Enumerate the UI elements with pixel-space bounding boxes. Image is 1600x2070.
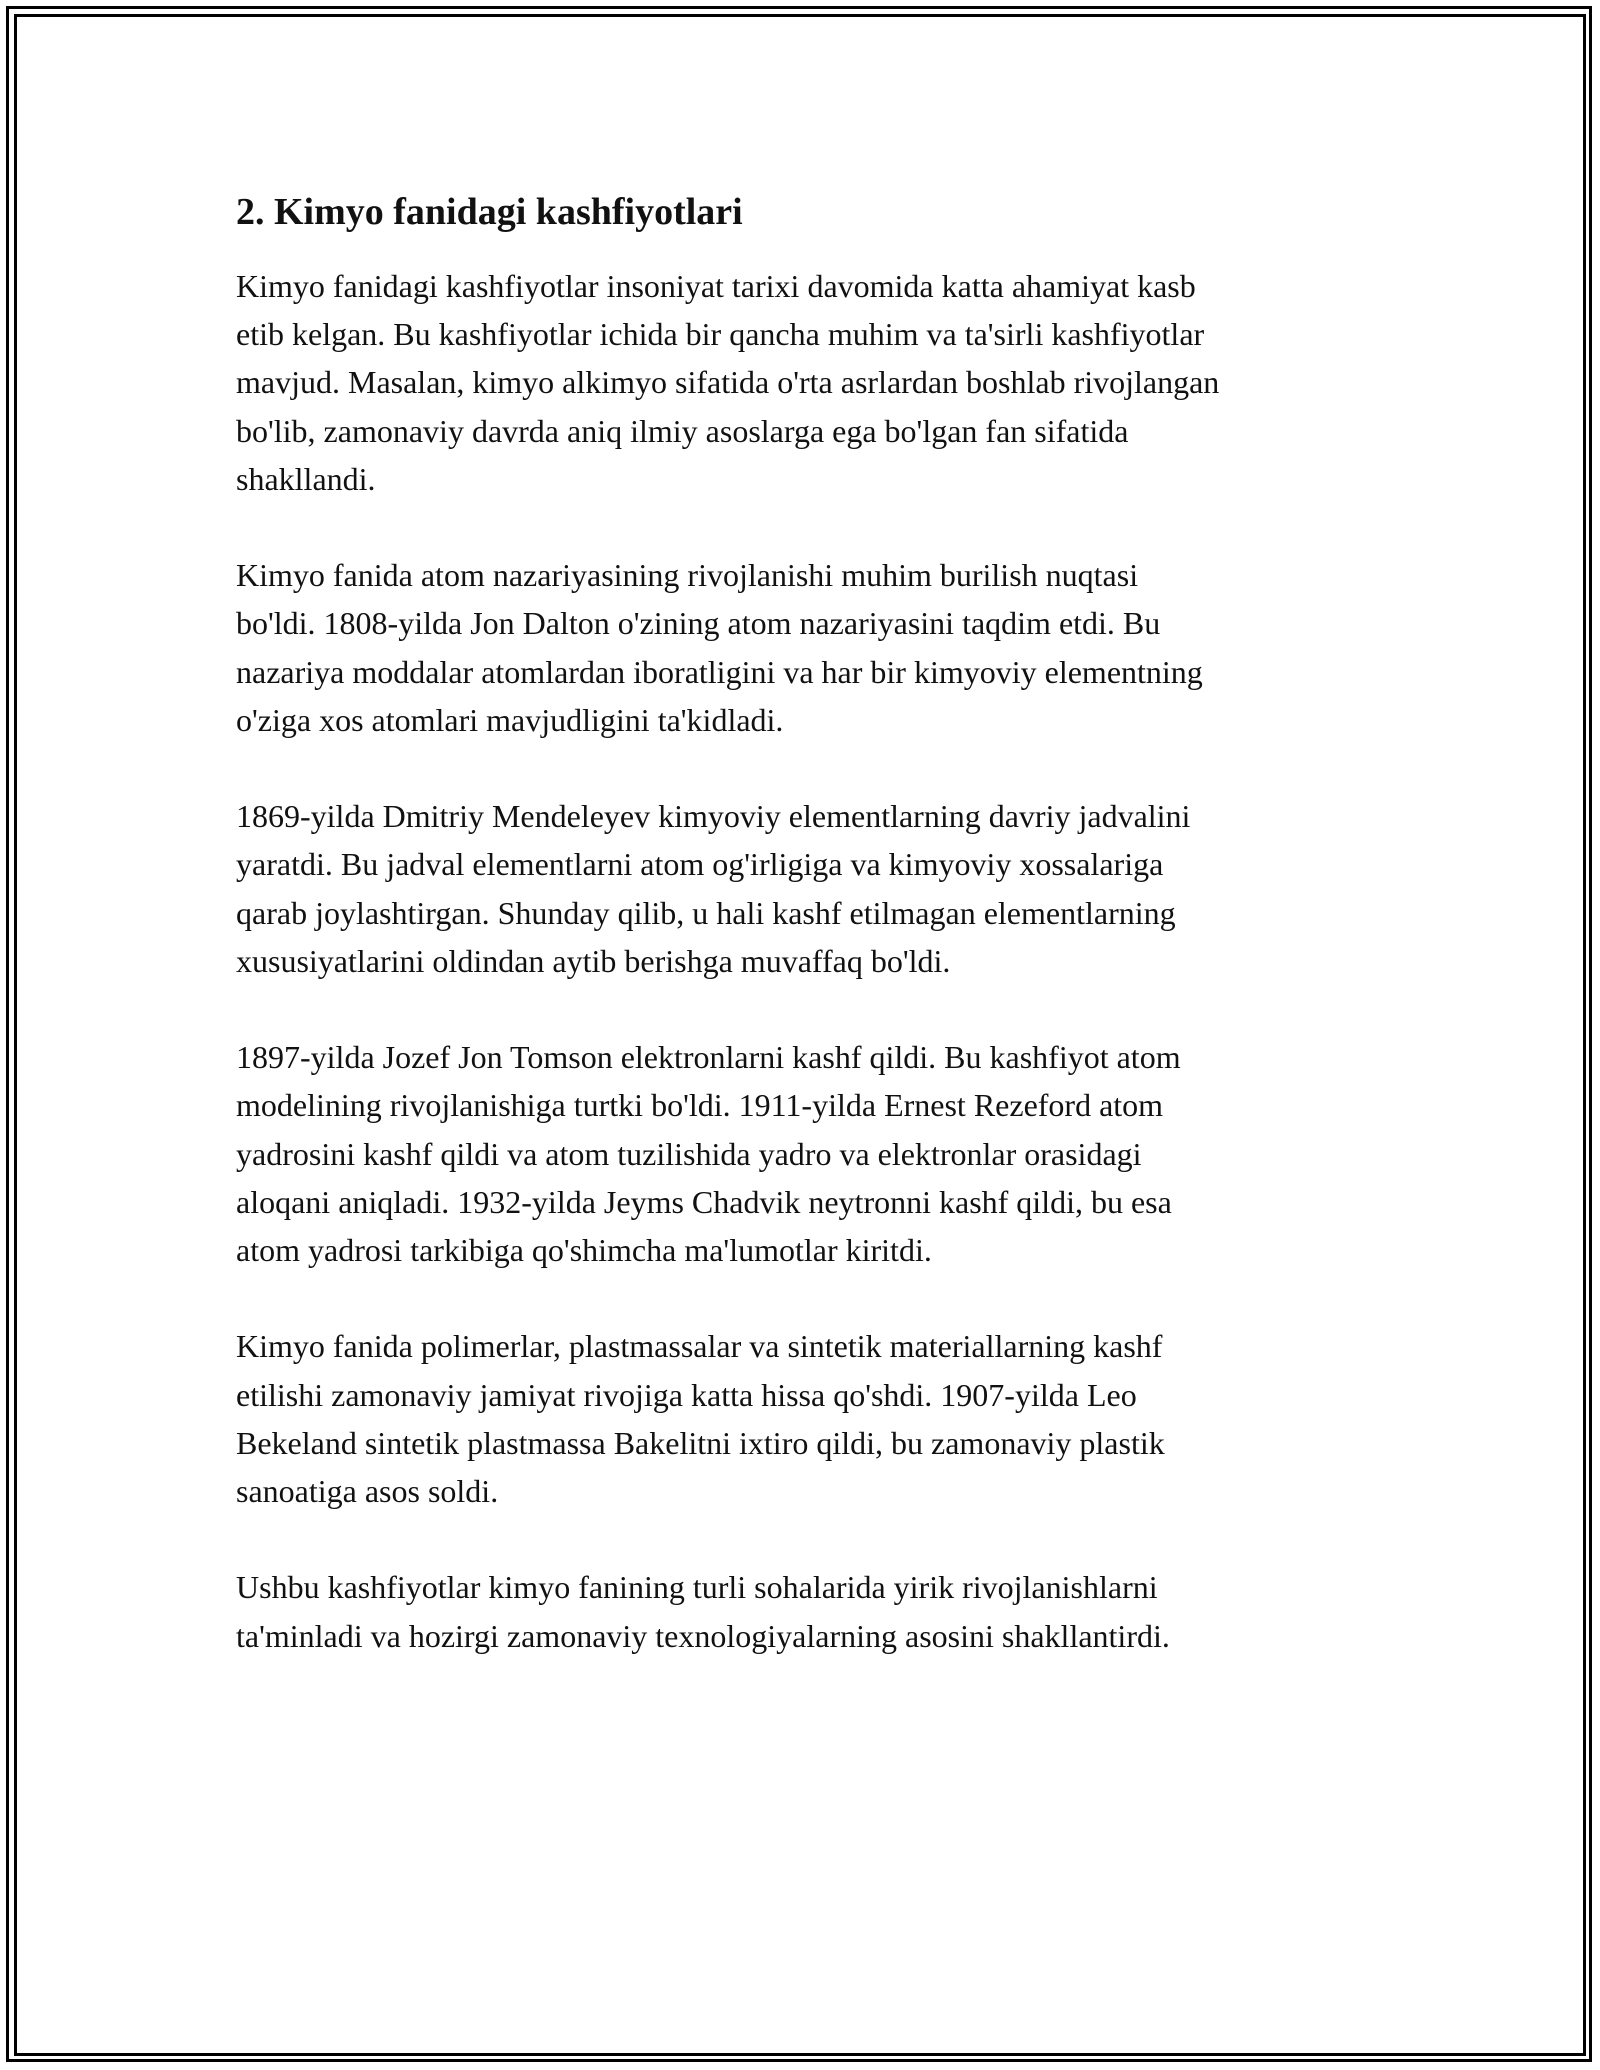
paragraph-line: Kimyo fanida polimerlar, plastmassalar va sintetik materiallarning kashf	[236, 1328, 1163, 1365]
paragraph-line: Bekeland sintetik plastmassa Bakelitni ixtiro qildi, bu zamonaviy plastik	[236, 1424, 1165, 1461]
paragraph-line: yaratdi. Bu jadval elementlarni atom og'irligiga va kimyoviy xossalariga	[236, 846, 1164, 883]
paragraph-line: aloqani aniqladi. 1932-yilda Jeyms Chadvik neytronni kashf qildi, bu esa	[236, 1183, 1172, 1220]
paragraph-line: 1897-yilda Jozef Jon Tomson elektronlarni kashf qildi. Bu kashfiyot atom	[236, 1039, 1181, 1076]
paragraph-line: o'ziga xos atomlari mavjudligini ta'kidladi.	[236, 701, 784, 738]
paragraph-line: modelining rivojlanishiga turtki bo'ldi. 1911-yilda Ernest Rezeford atom	[236, 1087, 1164, 1124]
paragraph-line: 1869-yilda Dmitriy Mendeleyev kimyoviy elementlarning davriy jadvalini	[236, 798, 1191, 835]
paragraph-1	[236, 262, 1386, 503]
paragraph-line: xususiyatlarini oldindan aytib berishga muvaffaq bo'ldi.	[236, 942, 951, 979]
paragraph-6	[236, 1563, 1386, 1659]
paragraph-line: shakllandi.	[236, 460, 376, 497]
section-heading: 2. Kimyo fanidagi kashfiyotlari	[236, 191, 743, 233]
paragraph-line: mavjud. Masalan, kimyo alkimyo sifatida o'rta asrlardan boshlab rivojlangan	[236, 364, 1220, 401]
paragraph-line: nazariya moddalar atomlardan iboratligini va har bir kimyoviy elementning	[236, 653, 1203, 690]
document-body	[236, 182, 1386, 1708]
paragraph-line: etilishi zamonaviy jamiyat rivojiga katta hissa qo'shdi. 1907-yilda Leo	[236, 1376, 1137, 1413]
paragraph-line: qarab joylashtirgan. Shunday qilib, u hali kashf etilmagan elementlarning	[236, 894, 1176, 931]
paragraph-line: bo'lib, zamonaviy davrda aniq ilmiy asoslarga ega bo'lgan fan sifatida	[236, 412, 1129, 449]
paragraph-line: etib kelgan. Bu kashfiyotlar ichida bir qancha muhim va ta'sirli kashfiyotlar	[236, 316, 1205, 353]
paragraph-2	[236, 551, 1386, 744]
paragraph-line: sanoatiga asos soldi.	[236, 1473, 499, 1510]
paragraph-line: bo'ldi. 1808-yilda Jon Dalton o'zining atom nazariyasini taqdim etdi. Bu	[236, 605, 1161, 642]
paragraph-4	[236, 1033, 1386, 1274]
paragraph-5	[236, 1322, 1386, 1515]
paragraph-3	[236, 792, 1386, 985]
paragraph-line: Kimyo fanidagi kashfiyotlar insoniyat tarixi davomida katta ahamiyat kasb	[236, 268, 1196, 304]
paragraph-line: yadrosini kashf qildi va atom tuzilishida yadro va elektronlar orasidagi	[236, 1135, 1142, 1172]
paragraph-line: atom yadrosi tarkibiga qo'shimcha ma'lumotlar kiritdi.	[236, 1232, 932, 1269]
paragraph-line: ta'minladi va hozirgi zamonaviy texnologiyalarning asosini shakllantirdi.	[236, 1617, 1170, 1654]
paragraph-line: Ushbu kashfiyotlar kimyo fanining turli sohalarida yirik rivojlanishlarni	[236, 1569, 1158, 1606]
paragraph-line: Kimyo fanida atom nazariyasining rivojlanishi muhim burilish nuqtasi	[236, 557, 1139, 594]
